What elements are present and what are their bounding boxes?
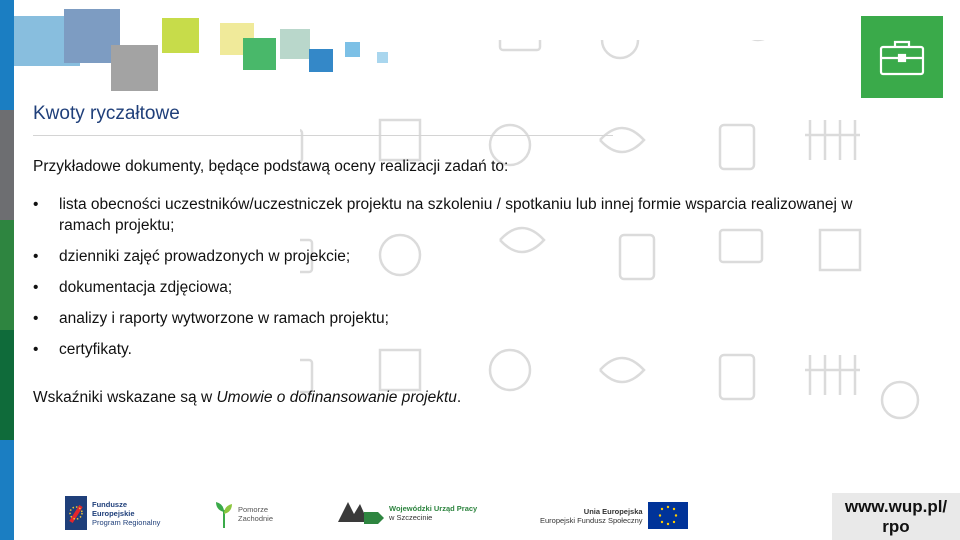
atom-icon — [882, 382, 918, 418]
fe-logo-icon — [65, 496, 87, 530]
wup-logo-icon — [338, 500, 384, 526]
funding-logos — [60, 494, 700, 534]
list-item: • dzienniki zajęć prowadzonych w projekcie; — [33, 248, 351, 265]
intro-text: Przykładowe dokumenty, będące podstawą oceny realizacji zadań to: — [33, 158, 509, 175]
fence-icon — [805, 120, 860, 160]
logo-pomorze-zachodnie: Pomorze Zachodnie — [215, 500, 273, 528]
briefcase-icon — [500, 40, 540, 50]
left-color-strip — [0, 0, 14, 540]
title-divider — [33, 135, 613, 136]
atom-icon — [602, 40, 638, 58]
eu-flag-icon — [648, 502, 688, 529]
logo-unia-europejska: Unia Europejska Europejski Fundusz Społeczny — [540, 502, 688, 529]
bullet-icon: • — [33, 341, 39, 358]
document-list — [33, 194, 853, 370]
leaf-icon — [600, 128, 644, 152]
presentation-icon — [380, 120, 420, 160]
list-item: • lista obecności uczestników/uczestniczek projektu na szkoleniu / spotkaniu lub innej formie wsparcia realizowanej w ramach projektu; — [33, 196, 853, 234]
list-item: • dokumentacja zdjęciowa; — [33, 279, 233, 296]
train-icon — [720, 125, 754, 169]
section-badge — [861, 16, 943, 98]
website-link[interactable]: www.wup.pl/ rpo — [832, 493, 960, 540]
sprout-icon — [215, 500, 233, 528]
logo-fundusze-europejskie: Fundusze Europejskie Program Regionalny — [65, 496, 160, 530]
page-title: Kwoty ryczałtowe — [33, 103, 180, 124]
logo-wup-szczecin: Wojewódzki Urząd Pracy w Szczecinie — [338, 500, 477, 526]
indicators-note: Wskaźniki wskazane są w Umowie o dofinansowanie projektu. — [33, 389, 462, 406]
bullet-icon: • — [33, 310, 39, 327]
list-item: • analizy i raporty wytworzone w ramach projektu; — [33, 310, 389, 327]
list-item: • certyfikaty. — [33, 341, 132, 358]
bullet-icon: • — [33, 279, 39, 296]
agreement-name: Umowie o dofinansowanie projektu — [216, 389, 457, 406]
bullet-icon: • — [33, 196, 39, 213]
briefcase-icon — [879, 38, 925, 76]
bullet-icon: • — [33, 248, 39, 265]
